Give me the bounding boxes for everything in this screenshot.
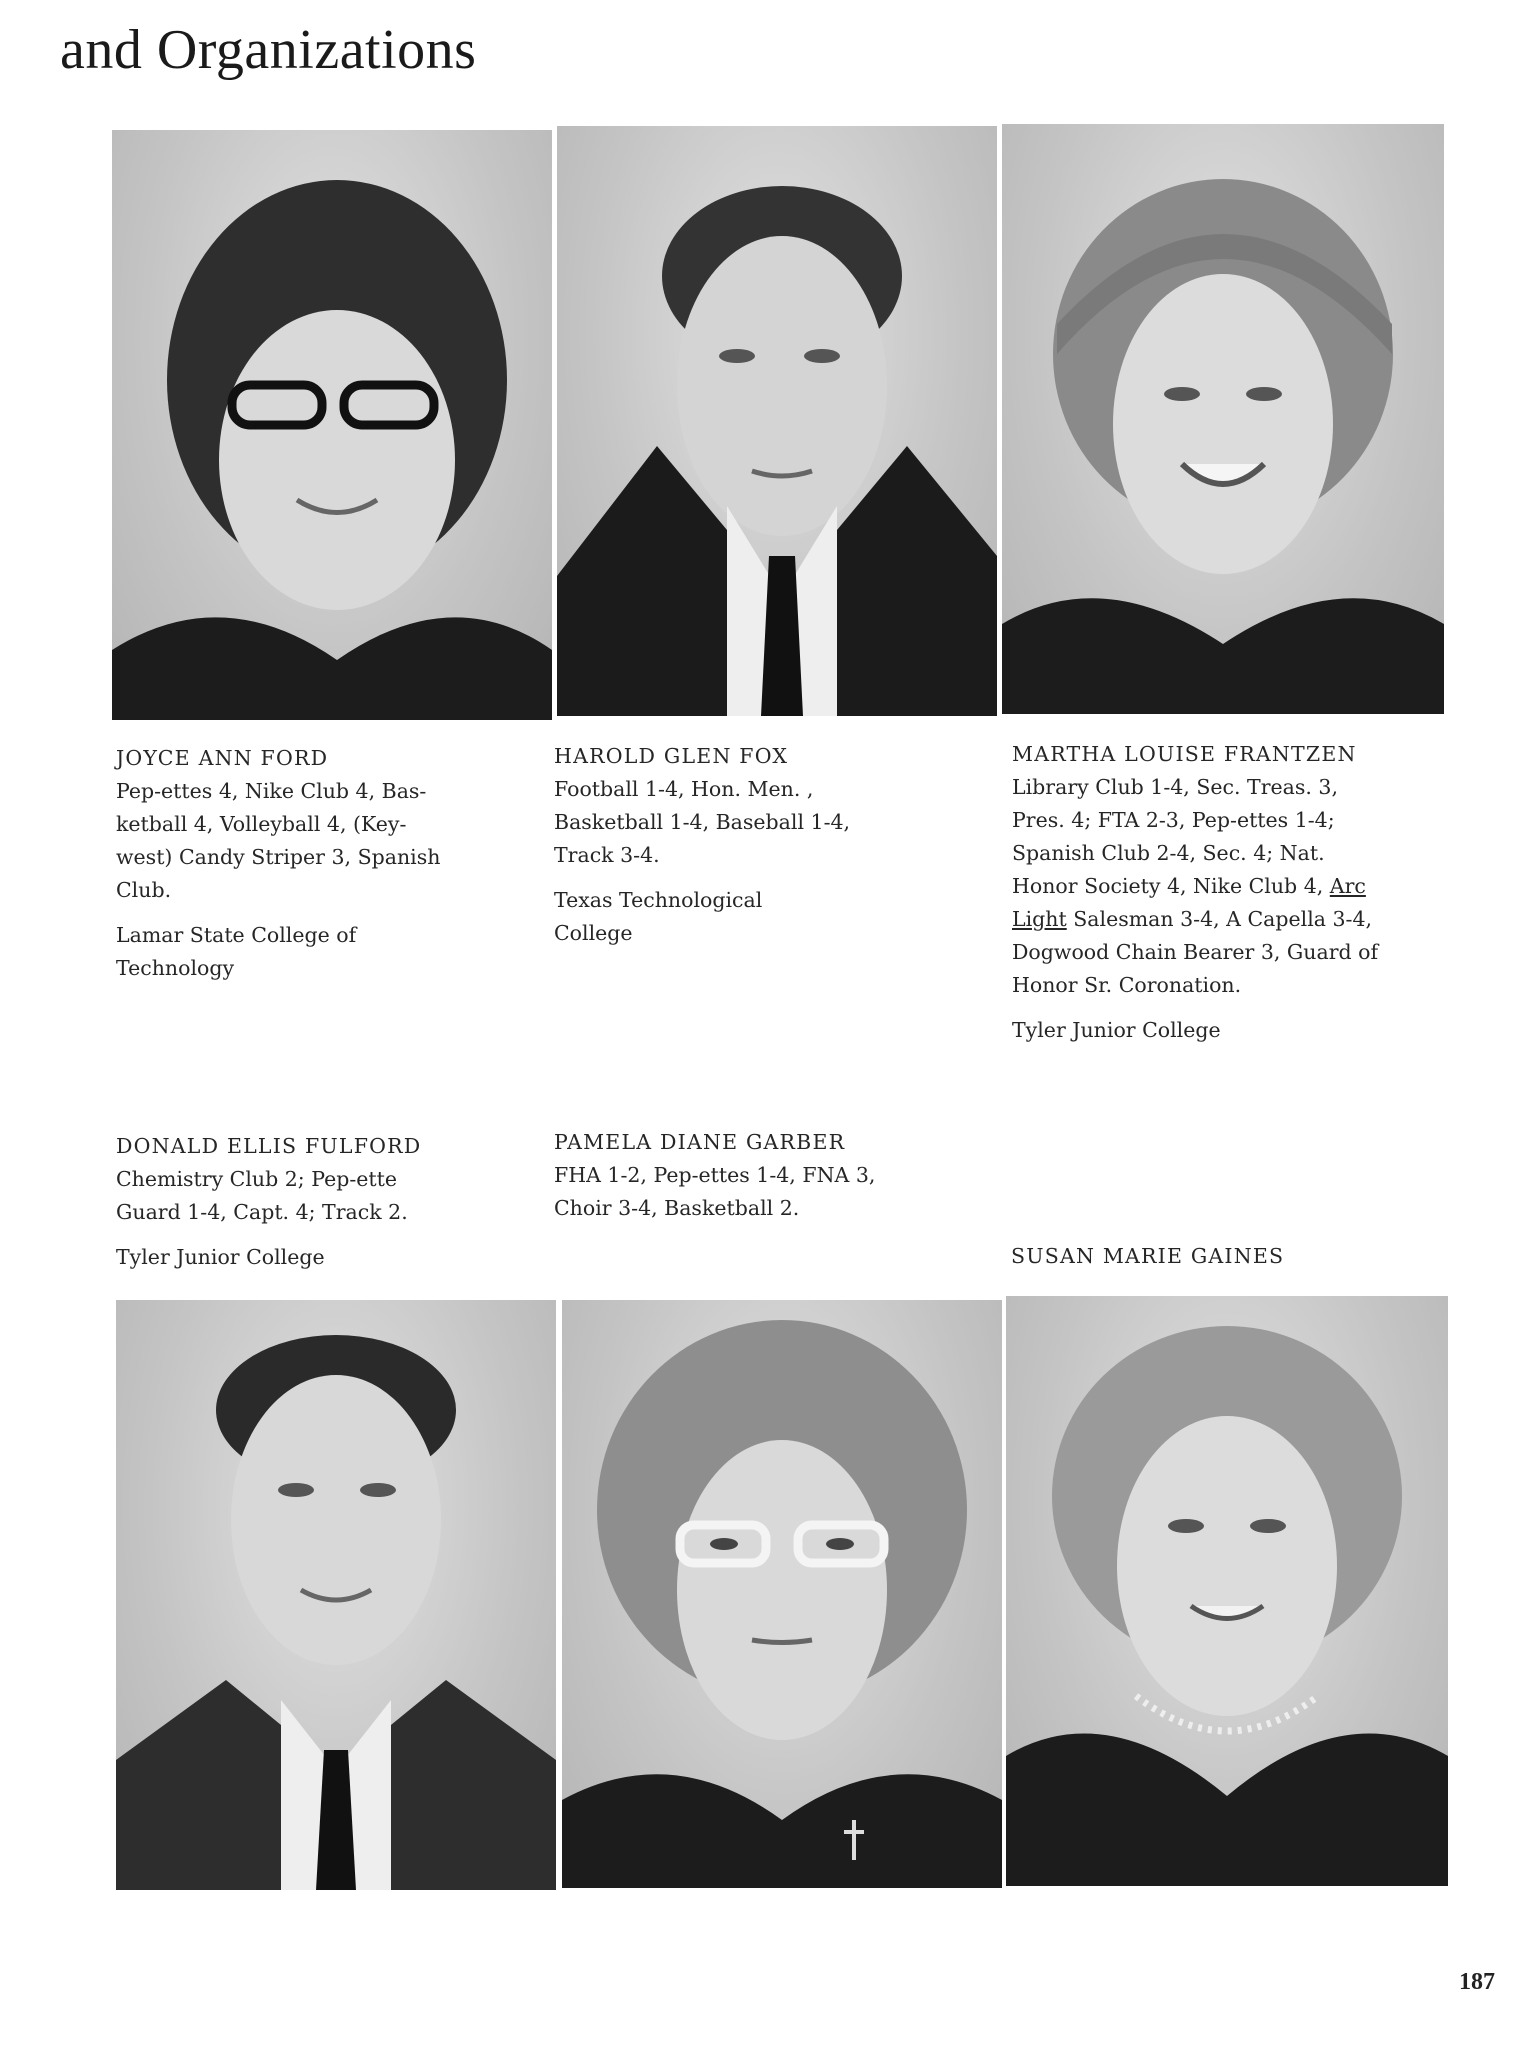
- page-number: 187: [1459, 1969, 1495, 1995]
- activities-line: Choir 3-4, Basketball 2.: [554, 1196, 800, 1220]
- college-line: Tyler Junior College: [1012, 1018, 1221, 1042]
- portrait-harold-glen-fox: [557, 126, 997, 716]
- activities-line: Pep-ettes 4, Nike Club 4, Bas-: [116, 779, 427, 803]
- activities-line: Chemistry Club 2; Pep-ette: [116, 1167, 398, 1191]
- student-name: MARTHA LOUISE FRANTZEN: [1012, 742, 1357, 766]
- caption-pamela-diane-garber: [554, 1126, 974, 1225]
- portrait-donald-ellis-fulford: [116, 1300, 556, 1890]
- activities-line: ketball 4, Volleyball 4, (Key-: [116, 812, 407, 836]
- activities-line: Salesman 3-4, A Capella 3-4,: [1073, 907, 1373, 931]
- portrait-susan-marie-gaines: [1006, 1296, 1448, 1886]
- portrait-woman-bouffant-icon: [562, 1300, 1002, 1888]
- portrait-woman-pearls-icon: [1006, 1296, 1448, 1886]
- caption-martha-louise-frantzen: [1012, 738, 1502, 1047]
- student-name: JOYCE ANN FORD: [116, 746, 329, 770]
- underlined-publication: Light: [1012, 907, 1067, 931]
- portrait-pamela-diane-garber: [562, 1300, 1002, 1888]
- activities-line: Dogwood Chain Bearer 3, Guard of: [1012, 940, 1379, 964]
- activities-line: Guard 1-4, Capt. 4; Track 2.: [116, 1200, 408, 1224]
- portrait-joyce-ann-ford: [112, 130, 552, 720]
- activities-line: Track 3-4.: [554, 843, 660, 867]
- college-line: Texas Technological: [554, 888, 763, 912]
- activities-line: Honor Sr. Coronation.: [1012, 973, 1242, 997]
- activities-line: west) Candy Striper 3, Spanish: [116, 845, 441, 869]
- portrait-man-suit-icon: [557, 126, 997, 716]
- portrait-man-jacket-icon: [116, 1300, 556, 1890]
- student-name: PAMELA DIANE GARBER: [554, 1130, 846, 1154]
- activities-line: Football 1-4, Hon. Men. ,: [554, 777, 814, 801]
- portrait-woman-glasses-icon: [112, 130, 552, 720]
- portrait-martha-louise-frantzen: [1002, 124, 1444, 714]
- student-name: HAROLD GLEN FOX: [554, 744, 789, 768]
- college-line: Tyler Junior College: [116, 1245, 325, 1269]
- student-name: SUSAN MARIE GAINES: [1011, 1244, 1285, 1268]
- activities-line: FHA 1-2, Pep-ettes 1-4, FNA 3,: [554, 1163, 876, 1187]
- activities-line: Club.: [116, 878, 172, 902]
- activities-line: Honor Society 4, Nike Club 4,: [1012, 874, 1324, 898]
- caption-donald-ellis-fulford: [116, 1130, 536, 1274]
- caption-susan-marie-gaines: [1011, 1240, 1431, 1273]
- activities-line: Spanish Club 2-4, Sec. 4; Nat.: [1012, 841, 1325, 865]
- underlined-publication: Arc: [1329, 874, 1366, 898]
- college-line: Technology: [116, 956, 235, 980]
- activities-line: Library Club 1-4, Sec. Treas. 3,: [1012, 775, 1338, 799]
- activities-line: Pres. 4; FTA 2-3, Pep-ettes 1-4;: [1012, 808, 1335, 832]
- college-line: Lamar State College of: [116, 923, 357, 947]
- caption-harold-glen-fox: [554, 740, 974, 950]
- page-title: and Organizations: [60, 19, 477, 81]
- caption-joyce-ann-ford: [116, 742, 536, 985]
- student-name: DONALD ELLIS FULFORD: [116, 1134, 422, 1158]
- activities-line: Basketball 1-4, Baseball 1-4,: [554, 810, 851, 834]
- college-line: College: [554, 921, 633, 945]
- portrait-woman-bob-icon: [1002, 124, 1444, 714]
